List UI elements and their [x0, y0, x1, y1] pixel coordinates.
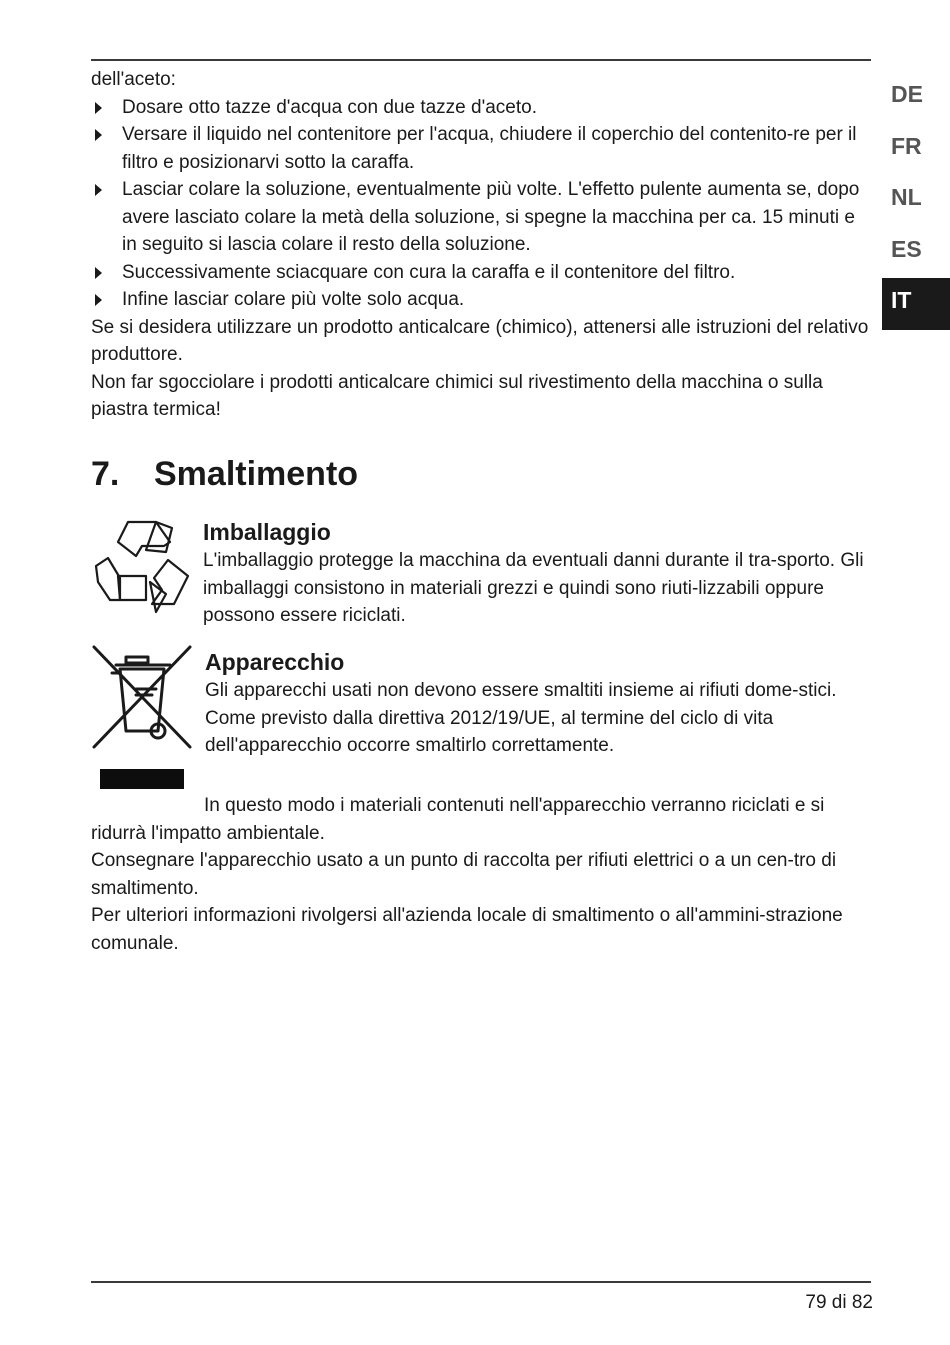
bullet-arrow-icon — [95, 129, 102, 141]
lang-tab-es[interactable]: ES — [891, 235, 922, 262]
packaging-text: L'imballaggio protegge la macchina da eventuali danni durante il tra-sporto. Gli imballaggi consistono in materiali grezzi e quindi sono riuti-lizzabili oppure possono essere riciclati. — [203, 550, 864, 626]
section-title: Smaltimento — [154, 455, 359, 493]
section-heading — [91, 452, 358, 496]
cleaning-instructions — [91, 66, 871, 424]
lang-tab-de[interactable]: DE — [891, 81, 923, 107]
list-item: Lasciar colare la soluzione, eventualmente più volte. L'effetto pulente aumenta se, dopo avere lasciato colare la metà della soluzione, si spegne la macchina per ca. 15 minuti e in seguito si lascia colare il resto della soluzione. — [91, 176, 871, 259]
list-item: Dosare otto tazze d'acqua con due tazze d'aceto. — [91, 94, 871, 122]
lang-tab-fr[interactable]: FR — [891, 132, 922, 159]
crossed-out-wheelie-bin-icon — [90, 645, 194, 793]
device-text-1: Gli apparecchi usati non devono essere smaltiti insieme ai rifiuti dome-stici. — [205, 680, 837, 701]
descaler-note: Se si desidera utilizzare un prodotto anticalcare (chimico), attenersi alle istruzioni del relativo produttore. — [91, 316, 869, 365]
lang-tab-nl[interactable]: NL — [891, 184, 922, 210]
step-list — [91, 94, 871, 314]
page-number: 79 di 82 — [805, 1292, 873, 1313]
descaler-warning: Non far sgocciolare i prodotti anticalcare chimici sul rivestimento della macchina o sulla piastra termica! — [91, 371, 823, 420]
language-tabs — [882, 72, 950, 330]
device-title: Apparecchio — [205, 649, 345, 675]
device-block — [205, 647, 871, 760]
recycle-icon — [90, 520, 192, 614]
bullet-arrow-icon — [95, 102, 102, 114]
device-text-4: Consegnare l'apparecchio usato a un punto di raccolta per rifiuti elettrici o a un cen-tro di smaltimento. — [91, 850, 837, 899]
device-continued — [91, 792, 871, 957]
bullet-arrow-icon — [95, 294, 102, 306]
device-text-2: Come previsto dalla direttiva 2012/19/UE, al termine del ciclo di vita dell'apparecchio occorre smaltirlo correttamente. — [205, 707, 774, 756]
section-number: 7. — [91, 455, 120, 493]
bullet-arrow-icon — [95, 184, 102, 196]
packaging-title: Imballaggio — [203, 519, 331, 545]
device-text-5: Per ulteriori informazioni rivolgersi all'azienda locale di smaltimento o all'ammini-strazione comunale. — [91, 905, 843, 954]
list-item: Successivamente sciacquare con cura la caraffa e il contenitore del filtro. — [91, 259, 871, 287]
lang-tab-it[interactable]: IT — [882, 278, 950, 330]
list-item: Infine lasciar colare più volte solo acqua. — [91, 286, 871, 314]
list-item: Versare il liquido nel contenitore per l'acqua, chiudere il coperchio del contenito-re per il filtro e posizionarvi sotto la caraffa. — [91, 121, 871, 176]
top-rule — [91, 59, 871, 61]
intro-line: dell'aceto: — [91, 69, 176, 90]
device-text-3: In questo modo i materiali contenuti nell'apparecchio verranno riciclati e si ridurrà l'impatto ambientale. — [91, 795, 825, 844]
packaging-block — [203, 517, 871, 630]
bottom-rule — [91, 1281, 871, 1283]
bullet-arrow-icon — [95, 267, 102, 279]
